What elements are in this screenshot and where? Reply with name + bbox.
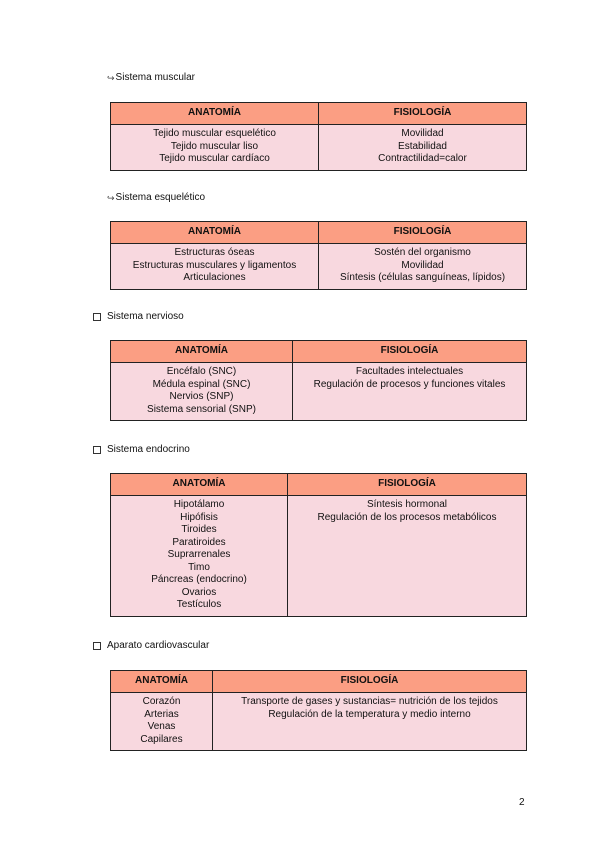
cell-line: Páncreas (endocrino) xyxy=(151,574,247,585)
section-heading-nervioso xyxy=(93,311,184,323)
header-anatomia: ANATOMÍA xyxy=(111,103,319,125)
cell-line: Timo xyxy=(188,561,210,573)
cell-line: Encéfalo (SNC) xyxy=(166,366,237,377)
cell-line: Articulaciones xyxy=(183,272,246,283)
cell-line: Movilidad xyxy=(401,128,444,139)
cell-line: Estructuras musculares y ligamentos xyxy=(132,259,297,271)
checkbox-icon xyxy=(93,313,101,321)
header-anatomia: ANATOMÍA xyxy=(111,341,293,363)
cell-line: Hipotálamo xyxy=(173,499,225,510)
header-fisiologia: FISIOLOGÍA xyxy=(288,474,527,496)
cell-line: Médula espinal (SNC) xyxy=(152,378,251,390)
cell-line: Regulación de la temperatura y medio interno xyxy=(268,708,471,720)
cell-line: Transporte de gases y sustancias= nutrición de los tejidos xyxy=(241,696,498,707)
cell-line: Movilidad xyxy=(401,259,444,271)
anatomy-cell xyxy=(111,693,213,751)
physiology-cell xyxy=(319,125,527,171)
section-heading-muscular xyxy=(107,72,195,84)
table-muscular xyxy=(110,102,527,171)
return-arrow-icon: ↪ xyxy=(107,73,115,83)
cell-line: Tejido muscular esquelético xyxy=(153,128,276,139)
cell-line: Ovarios xyxy=(181,586,217,598)
cell-line: Sistema sensorial (SNP) xyxy=(147,403,256,415)
physiology-cell xyxy=(288,496,527,617)
cell-line: Tiroides xyxy=(181,524,217,535)
table-cardiovascular xyxy=(110,670,527,751)
cell-line: Hipófisis xyxy=(180,511,218,523)
section-title: Sistema nervioso xyxy=(107,311,184,322)
cell-line: Testículos xyxy=(176,599,222,610)
section-title: Sistema esquelético xyxy=(115,192,206,203)
return-arrow-icon: ↪ xyxy=(107,193,115,203)
physiology-cell xyxy=(293,363,527,421)
anatomy-cell xyxy=(111,244,319,290)
anatomy-cell xyxy=(111,496,288,617)
header-anatomia: ANATOMÍA xyxy=(111,222,319,244)
cell-line: Suprarrenales xyxy=(167,549,231,560)
cell-line: Estabilidad xyxy=(398,140,447,152)
cell-line: Estructuras óseas xyxy=(174,247,255,258)
physiology-cell xyxy=(213,693,527,751)
header-fisiologia: FISIOLOGÍA xyxy=(213,671,527,693)
section-heading-esqueletico xyxy=(107,192,205,204)
cell-line: Corazón xyxy=(142,696,181,707)
checkbox-icon xyxy=(93,446,101,454)
cell-line: Venas xyxy=(147,721,176,732)
cell-line: Síntesis (células sanguíneas, lípidos) xyxy=(339,272,506,283)
section-heading-endocrino xyxy=(93,444,190,456)
anatomy-cell xyxy=(111,125,319,171)
physiology-cell xyxy=(319,244,527,290)
header-fisiologia: FISIOLOGÍA xyxy=(293,341,527,363)
anatomy-cell xyxy=(111,363,293,421)
cell-line: Arterias xyxy=(144,708,179,720)
cell-line: Regulación de los procesos metabólicos xyxy=(317,511,497,523)
cell-line: Síntesis hormonal xyxy=(366,499,448,510)
cell-line: Tejido muscular cardíaco xyxy=(159,153,270,164)
cell-line: Facultades intelectuales xyxy=(355,366,464,377)
table-endocrino xyxy=(110,473,527,617)
header-anatomia: ANATOMÍA xyxy=(111,671,213,693)
page-number: 2 xyxy=(519,797,525,808)
header-fisiologia: FISIOLOGÍA xyxy=(319,222,527,244)
cell-line: Paratiroides xyxy=(172,536,226,548)
cell-line: Capilares xyxy=(140,733,183,745)
section-title: Sistema endocrino xyxy=(107,444,190,455)
cell-line: Regulación de procesos y funciones vitales xyxy=(313,378,506,390)
table-esqueletico xyxy=(110,221,527,290)
header-anatomia: ANATOMÍA xyxy=(111,474,288,496)
header-fisiologia: FISIOLOGÍA xyxy=(319,103,527,125)
cell-line: Sostén del organismo xyxy=(374,247,471,258)
checkbox-icon xyxy=(93,642,101,650)
table-nervioso xyxy=(110,340,527,421)
cell-line: Contractilidad=calor xyxy=(378,153,467,164)
section-title: Sistema muscular xyxy=(115,72,196,83)
cell-line: Nervios (SNP) xyxy=(169,391,234,402)
section-title: Aparato cardiovascular xyxy=(107,640,210,651)
section-heading-cardiovascular xyxy=(93,640,209,652)
cell-line: Tejido muscular liso xyxy=(170,140,259,152)
